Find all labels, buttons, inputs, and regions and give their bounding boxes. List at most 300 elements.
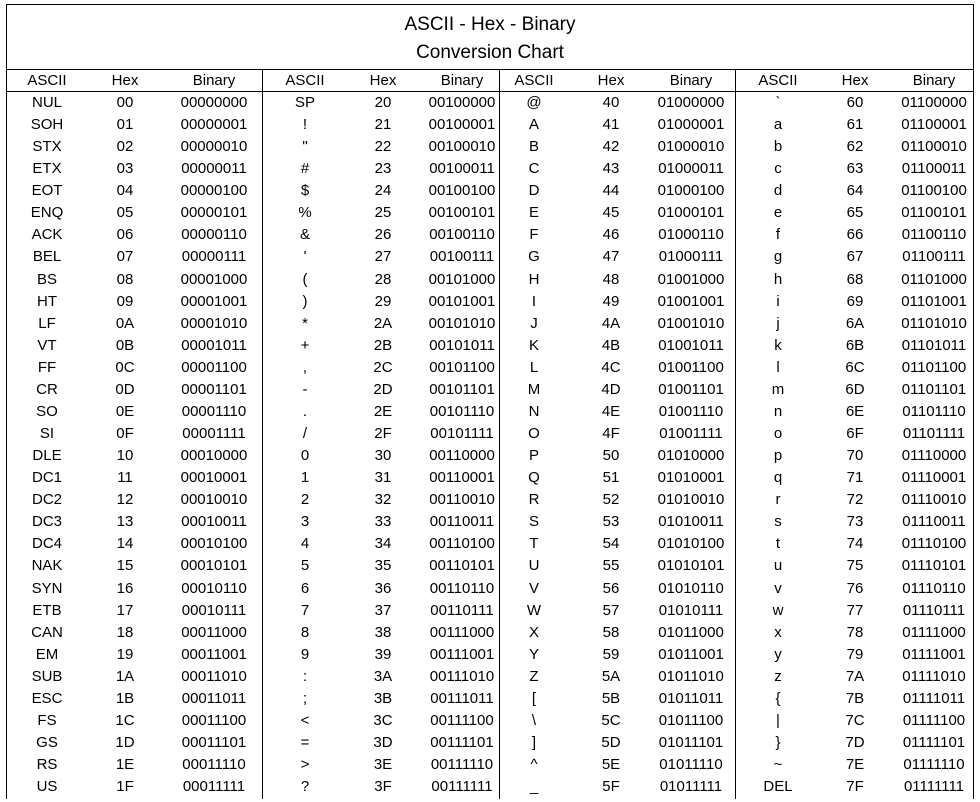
cell-ascii: SP — [294, 94, 315, 111]
cell-binary: 01011000 — [658, 623, 724, 641]
cell-hex: 62 — [846, 138, 864, 156]
cell-hex: 51 — [602, 469, 620, 487]
cell-hex: 4D — [601, 380, 621, 398]
cell-ascii: DC1 — [31, 469, 62, 487]
cell-hex: 76 — [846, 579, 864, 597]
cell-ascii: # — [300, 160, 310, 178]
cell-hex: 21 — [374, 116, 392, 134]
cell-hex: 78 — [846, 623, 864, 641]
cell-binary: 01000001 — [657, 116, 725, 134]
cell-ascii: = — [300, 734, 310, 752]
cell-binary: 01000111 — [658, 248, 724, 266]
cell-hex: 3E — [373, 756, 393, 774]
cell-binary: 00011010 — [181, 667, 247, 685]
cell-ascii: @ — [526, 94, 542, 111]
cell-hex: 25 — [374, 204, 392, 222]
cell-ascii: r — [775, 491, 781, 509]
cell-ascii: d — [773, 182, 783, 200]
cell-hex: 30 — [374, 447, 392, 465]
column-header-hex: Hex — [841, 72, 869, 89]
cell-binary: 00100101 — [428, 204, 496, 222]
cell-ascii: y — [774, 645, 782, 663]
cell-ascii: s — [774, 513, 782, 531]
cell-binary: 01000010 — [657, 138, 725, 156]
cell-binary: 00000001 — [180, 116, 248, 134]
cell-hex: 4C — [601, 358, 621, 376]
cell-binary: 01101010 — [901, 314, 967, 332]
cell-hex: 6F — [846, 425, 864, 443]
cell-binary: 01100101 — [901, 204, 967, 222]
cell-binary: 01011010 — [658, 667, 724, 685]
cell-hex: 45 — [602, 204, 620, 222]
cell-binary: 00001000 — [180, 270, 248, 288]
cell-binary: 00100011 — [429, 160, 495, 178]
cell-hex: 7C — [845, 711, 865, 729]
cell-ascii: US — [36, 778, 58, 796]
cell-ascii: CR — [36, 380, 58, 398]
cell-ascii: 6 — [300, 579, 310, 597]
cell-binary: 01010110 — [658, 579, 724, 597]
cell-hex: 2E — [373, 402, 393, 420]
cell-hex: 3B — [373, 689, 393, 707]
cell-hex: 02 — [116, 138, 134, 156]
cell-hex: 42 — [602, 138, 620, 156]
cell-hex: 31 — [374, 469, 392, 487]
cell-binary: 00100111 — [429, 248, 495, 266]
cell-binary: 00111101 — [430, 734, 494, 752]
cell-hex: 56 — [602, 579, 620, 597]
cell-ascii: g — [773, 248, 783, 266]
cell-ascii: BEL — [32, 248, 62, 266]
cell-ascii: : — [302, 667, 308, 685]
cell-binary: 01001111 — [659, 425, 723, 443]
cell-ascii: f — [775, 226, 781, 244]
cell-binary: 01111000 — [902, 623, 966, 641]
cell-hex: 32 — [374, 491, 392, 509]
column-header-hex: Hex — [111, 72, 139, 89]
cell-hex: 5A — [601, 667, 621, 685]
cell-hex: 10 — [116, 447, 134, 465]
cell-hex: 69 — [846, 292, 864, 310]
cell-binary: 01001110 — [658, 402, 724, 420]
cell-ascii: O — [528, 425, 540, 443]
cell-binary: 01010111 — [658, 601, 724, 619]
cell-hex: 57 — [602, 601, 620, 619]
cell-binary: 01111010 — [902, 667, 966, 685]
cell-hex: 65 — [846, 204, 864, 222]
cell-binary: 00101101 — [429, 380, 495, 398]
cell-hex: 1A — [115, 667, 135, 685]
cell-binary: 01100110 — [901, 226, 967, 244]
cell-hex: 38 — [374, 623, 392, 641]
cell-hex: 4E — [601, 402, 621, 420]
cell-binary: 01101001 — [901, 292, 967, 310]
cell-ascii: M — [527, 380, 541, 398]
column-header-ascii: ASCII — [758, 72, 798, 89]
cell-hex: 54 — [602, 535, 620, 553]
cell-binary: 01011100 — [658, 711, 724, 729]
cell-ascii: 2 — [300, 491, 310, 509]
cell-ascii: W — [526, 601, 542, 619]
cell-hex: 1E — [115, 756, 135, 774]
cell-hex: 4B — [601, 336, 621, 354]
cell-hex: 75 — [846, 557, 864, 575]
cell-hex: 05 — [116, 204, 134, 222]
cell-binary: 01001010 — [657, 314, 725, 332]
cell-ascii: DC4 — [31, 535, 62, 553]
cell-hex: 18 — [116, 623, 134, 641]
cell-hex: 00 — [116, 94, 134, 111]
cell-hex: 44 — [602, 182, 620, 200]
cell-hex: 5D — [601, 734, 621, 752]
cell-ascii: S — [528, 513, 539, 531]
cell-binary: 00000100 — [180, 182, 248, 200]
cell-ascii: Q — [528, 469, 540, 487]
cell-ascii: + — [300, 336, 310, 354]
cell-hex: 6C — [845, 358, 865, 376]
cell-ascii: G — [528, 248, 540, 266]
cell-ascii: VT — [37, 336, 57, 354]
cell-binary: 00101111 — [430, 425, 494, 443]
column-header-binary: Binary — [440, 72, 484, 89]
cell-hex: 2B — [373, 336, 393, 354]
cell-hex: 26 — [374, 226, 392, 244]
cell-hex: 67 — [846, 248, 864, 266]
cell-ascii: N — [528, 402, 540, 420]
cell-ascii: Y — [528, 645, 539, 663]
cell-binary: 01010000 — [657, 447, 725, 465]
cell-binary: 01001001 — [657, 292, 725, 310]
cell-hex: 52 — [602, 491, 620, 509]
cell-hex: 4F — [602, 425, 620, 443]
cell-ascii: R — [528, 491, 540, 509]
cell-ascii: m — [771, 380, 785, 398]
cell-ascii: i — [776, 292, 780, 310]
cell-hex: 20 — [374, 94, 392, 111]
cell-ascii: A — [528, 116, 539, 134]
cell-hex: 46 — [602, 226, 620, 244]
cell-ascii: \ — [531, 711, 537, 729]
cell-ascii: , — [302, 358, 308, 376]
cell-hex: 01 — [116, 116, 134, 134]
cell-ascii: 3 — [300, 513, 310, 531]
header-row — [7, 69, 973, 92]
cell-ascii: n — [773, 402, 783, 420]
cell-binary: 00011001 — [181, 645, 247, 663]
cell-binary: 00100110 — [429, 226, 495, 244]
chart-title-box — [7, 5, 973, 70]
cell-ascii: w — [772, 601, 784, 619]
cell-hex: 47 — [602, 248, 620, 266]
cell-ascii: x — [774, 623, 782, 641]
cell-ascii: DC2 — [31, 491, 62, 509]
cell-binary: 00111010 — [429, 667, 495, 685]
cell-ascii: . — [302, 402, 308, 420]
cell-hex: 08 — [116, 270, 134, 288]
cell-binary: 01011101 — [658, 734, 724, 752]
cell-binary: 01101000 — [901, 270, 967, 288]
cell-ascii: T — [529, 535, 539, 553]
cell-ascii: U — [528, 557, 540, 575]
cell-binary: 01100010 — [901, 138, 967, 156]
cell-binary: 01110001 — [901, 469, 967, 487]
cell-hex: 73 — [846, 513, 864, 531]
cell-hex: 63 — [846, 160, 864, 178]
cell-binary: 00101110 — [429, 402, 495, 420]
column-header-ascii: ASCII — [514, 72, 554, 89]
cell-binary: 01111001 — [902, 645, 966, 663]
cell-hex: 7D — [845, 734, 865, 752]
cell-hex: 5E — [601, 756, 621, 774]
cell-binary: 01101110 — [902, 402, 966, 420]
cell-ascii: HT — [37, 292, 57, 310]
cell-hex: 7F — [846, 778, 864, 796]
cell-ascii: E — [528, 204, 539, 222]
cell-binary: 01100011 — [901, 160, 967, 178]
cell-ascii: L — [529, 358, 539, 376]
cell-hex: 06 — [116, 226, 134, 244]
cell-binary: 00001100 — [181, 358, 247, 376]
cell-hex: 48 — [602, 270, 620, 288]
cell-binary: 00111111 — [431, 778, 493, 796]
cell-hex: 6A — [845, 314, 865, 332]
cell-ascii: - — [302, 380, 308, 398]
cell-ascii: FS — [37, 711, 57, 729]
cell-ascii: NAK — [31, 557, 63, 575]
cell-binary: 00111000 — [429, 623, 495, 641]
cell-hex: 68 — [846, 270, 864, 288]
cell-hex: 37 — [374, 601, 392, 619]
cell-hex: 7E — [845, 756, 865, 774]
cell-hex: 55 — [602, 557, 620, 575]
cell-ascii: 1 — [300, 469, 310, 487]
column-header-hex: Hex — [369, 72, 397, 89]
column-header-ascii: ASCII — [285, 72, 325, 89]
cell-binary: 01001000 — [657, 270, 725, 288]
cell-binary: 00111100 — [430, 711, 494, 729]
cell-hex: 19 — [116, 645, 134, 663]
cell-binary: 01000000 — [657, 94, 725, 111]
cell-hex: 24 — [374, 182, 392, 200]
cell-binary: 00101010 — [428, 314, 496, 332]
cell-hex: 59 — [602, 645, 620, 663]
cell-ascii: 0 — [300, 447, 310, 465]
cell-binary: 00100001 — [428, 116, 496, 134]
cell-ascii: 9 — [300, 645, 310, 663]
cell-hex: 41 — [602, 116, 620, 134]
cell-binary: 01100100 — [901, 182, 967, 200]
cell-ascii: STX — [32, 138, 62, 156]
cell-binary: 01010010 — [657, 491, 725, 509]
cell-hex: 12 — [116, 491, 134, 509]
cell-ascii: c — [774, 160, 782, 178]
cell-binary: 00110000 — [429, 447, 495, 465]
cell-hex: 16 — [116, 579, 134, 597]
cell-binary: 00011000 — [181, 623, 247, 641]
cell-binary: 00110100 — [429, 535, 495, 553]
cell-ascii: P — [528, 447, 539, 465]
cell-hex: 39 — [374, 645, 392, 663]
cell-hex: 40 — [602, 94, 620, 111]
cell-hex: 0C — [115, 358, 135, 376]
cell-hex: 23 — [374, 160, 392, 178]
cell-hex: 77 — [846, 601, 864, 619]
cell-binary: 01001101 — [658, 380, 724, 398]
cell-hex: 14 — [116, 535, 134, 553]
cell-binary: 01100111 — [902, 248, 966, 266]
cell-binary: 01111100 — [902, 711, 966, 729]
cell-ascii: _ — [529, 778, 539, 796]
cell-hex: 11 — [117, 469, 133, 487]
group-divider — [499, 69, 500, 799]
cell-ascii: EOT — [31, 182, 63, 200]
cell-binary: 00011101 — [181, 734, 247, 752]
cell-hex: 4A — [601, 314, 621, 332]
cell-binary: 00110111 — [430, 601, 494, 619]
chart-subtitle: Conversion Chart — [416, 42, 564, 63]
cell-hex: 0E — [115, 402, 135, 420]
cell-binary: 00110101 — [429, 557, 495, 575]
cell-hex: 74 — [846, 535, 864, 553]
cell-binary: 01010011 — [658, 513, 724, 531]
cell-ascii: & — [299, 226, 310, 244]
cell-ascii: 4 — [300, 535, 310, 553]
cell-hex: 71 — [846, 469, 864, 487]
cell-ascii: j — [776, 314, 780, 332]
cell-binary: 01110010 — [901, 491, 967, 509]
cell-hex: 29 — [374, 292, 392, 310]
cell-ascii: p — [773, 447, 783, 465]
cell-binary: 00101011 — [429, 336, 495, 354]
column-header-binary: Binary — [912, 72, 956, 89]
cell-hex: 5B — [601, 689, 621, 707]
cell-ascii: ENQ — [30, 204, 64, 222]
cell-ascii: ESC — [31, 689, 63, 707]
cell-binary: 00010110 — [181, 579, 247, 597]
cell-hex: 2F — [374, 425, 392, 443]
cell-binary: 00011011 — [181, 689, 247, 707]
cell-ascii: CAN — [31, 623, 63, 641]
cell-hex: 49 — [602, 292, 620, 310]
cell-hex: 34 — [374, 535, 392, 553]
cell-ascii: 7 — [300, 601, 310, 619]
cell-ascii: } — [775, 734, 781, 752]
cell-ascii: ? — [300, 778, 310, 796]
cell-ascii: V — [528, 579, 539, 597]
cell-ascii: ; — [302, 689, 308, 707]
cell-ascii: " — [302, 138, 308, 156]
cell-binary: 01101011 — [901, 336, 967, 354]
cell-hex: 3F — [374, 778, 392, 796]
cell-ascii: K — [528, 336, 539, 354]
cell-ascii: SOH — [30, 116, 64, 134]
cell-binary: 00011111 — [182, 778, 246, 796]
cell-hex: 07 — [116, 248, 134, 266]
cell-hex: 61 — [846, 116, 864, 134]
cell-ascii: X — [528, 623, 539, 641]
cell-binary: 01011110 — [659, 756, 723, 774]
cell-hex: 5F — [602, 778, 620, 796]
cell-hex: 60 — [846, 94, 864, 111]
cell-hex: 3A — [373, 667, 393, 685]
cell-binary: 01010101 — [657, 557, 725, 575]
cell-binary: 01100001 — [901, 116, 967, 134]
cell-hex: 27 — [374, 248, 392, 266]
cell-hex: 2C — [373, 358, 393, 376]
cell-ascii: e — [773, 204, 783, 222]
cell-ascii: / — [302, 425, 308, 443]
cell-ascii: DLE — [32, 447, 62, 465]
conversion-chart — [6, 4, 974, 799]
cell-hex: 35 — [374, 557, 392, 575]
cell-binary: 01001011 — [658, 336, 724, 354]
cell-ascii: ( — [302, 270, 308, 288]
cell-hex: 36 — [374, 579, 392, 597]
cell-ascii: [ — [531, 689, 537, 707]
cell-ascii: EM — [35, 645, 59, 663]
cell-hex: 6B — [845, 336, 865, 354]
cell-binary: 01110000 — [901, 447, 967, 465]
cell-hex: 1D — [115, 734, 135, 752]
cell-ascii: | — [776, 711, 780, 729]
cell-binary: 00100010 — [428, 138, 496, 156]
cell-ascii: H — [528, 270, 540, 288]
cell-ascii: ` — [775, 94, 781, 111]
cell-ascii: SUB — [31, 667, 63, 685]
cell-binary: 00110010 — [429, 491, 495, 509]
cell-ascii: { — [775, 689, 781, 707]
cell-binary: 00101001 — [428, 292, 496, 310]
cell-binary: 01111110 — [903, 756, 965, 774]
cell-ascii: < — [300, 711, 310, 729]
cell-ascii: J — [530, 314, 538, 332]
cell-hex: 28 — [374, 270, 392, 288]
column-header-binary: Binary — [669, 72, 713, 89]
cell-hex: 64 — [846, 182, 864, 200]
cell-hex: 0D — [115, 380, 135, 398]
cell-ascii: SYN — [31, 579, 63, 597]
cell-ascii: SO — [36, 402, 58, 420]
cell-ascii: $ — [300, 182, 310, 200]
cell-binary: 00010100 — [180, 535, 248, 553]
column-header-ascii: ASCII — [27, 72, 67, 89]
cell-hex: 17 — [116, 601, 134, 619]
cell-binary: 00000110 — [181, 226, 247, 244]
cell-binary: 01111101 — [902, 734, 966, 752]
cell-hex: 5C — [601, 711, 621, 729]
cell-ascii: ^ — [530, 756, 538, 774]
cell-ascii: 8 — [300, 623, 310, 641]
cell-binary: 01011011 — [658, 689, 724, 707]
cell-ascii: b — [773, 138, 783, 156]
cell-binary: 00010011 — [181, 513, 247, 531]
cell-binary: 00000011 — [181, 160, 247, 178]
cell-ascii: D — [528, 182, 540, 200]
cell-hex: 04 — [116, 182, 134, 200]
cell-ascii: 5 — [300, 557, 310, 575]
cell-binary: 01101100 — [901, 358, 967, 376]
cell-ascii: h — [773, 270, 783, 288]
cell-ascii: GS — [36, 734, 58, 752]
cell-hex: 03 — [116, 160, 134, 178]
cell-ascii: q — [773, 469, 783, 487]
cell-binary: 01011001 — [658, 645, 724, 663]
cell-binary: 00010101 — [180, 557, 248, 575]
cell-binary: 00011100 — [181, 711, 247, 729]
cell-ascii: I — [531, 292, 537, 310]
cell-ascii: l — [776, 358, 780, 376]
cell-binary: 00110001 — [429, 469, 495, 487]
